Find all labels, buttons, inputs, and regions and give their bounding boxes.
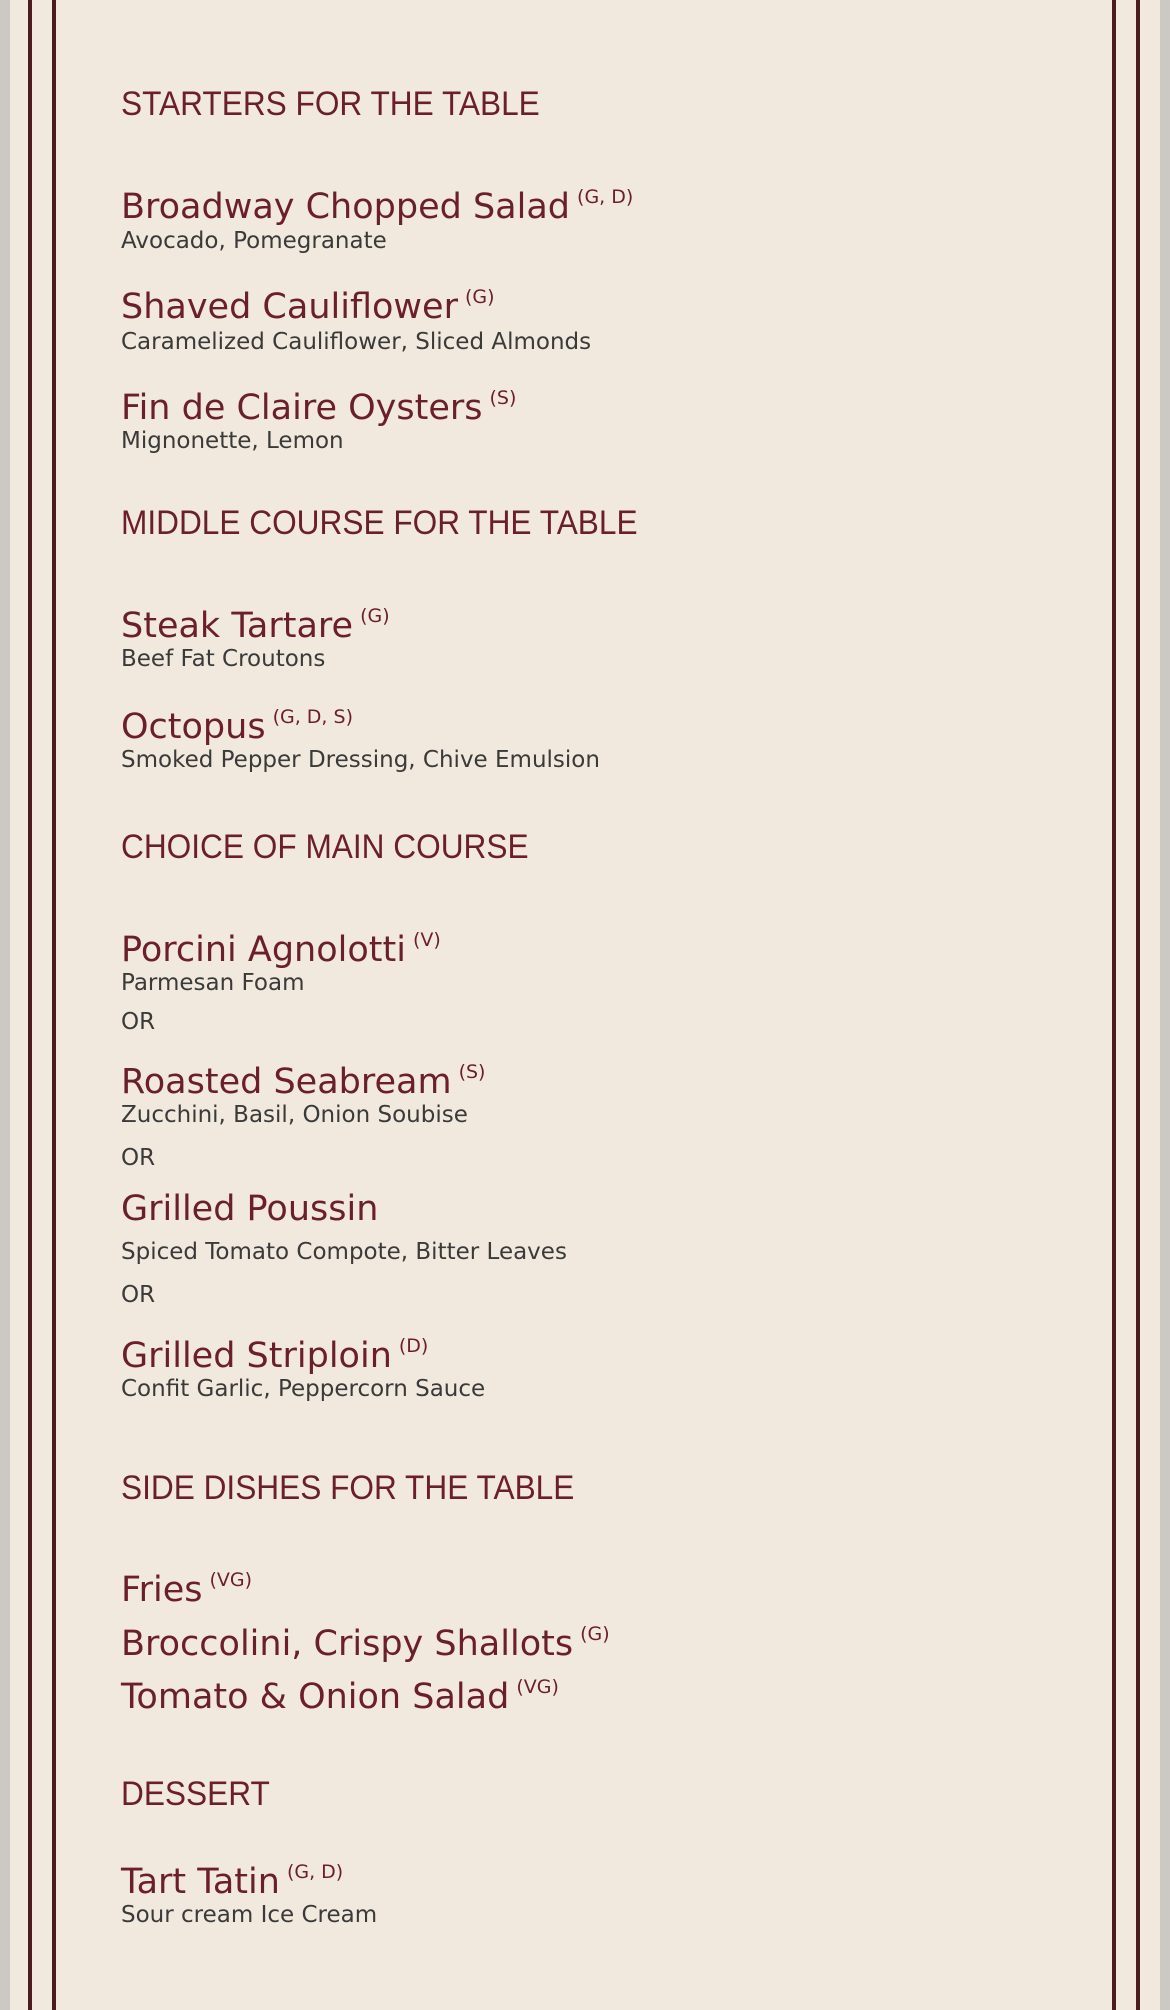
dish-description: Avocado, Pomegranate: [121, 228, 387, 254]
section-heading-middle: MIDDLE COURSE FOR THE TABLE: [121, 504, 638, 542]
or-separator: OR: [121, 1009, 156, 1035]
section-heading-dessert: DESSERT: [121, 1775, 270, 1813]
dietary-tags: (V): [412, 929, 441, 951]
dish-name: [121, 275, 495, 329]
dish-name: [121, 1324, 428, 1378]
dish-title: Roasted Seabream: [121, 1062, 452, 1102]
section-heading-starters: STARTERS FOR THE TABLE: [121, 85, 540, 123]
dish-description: Parmesan Foam: [121, 970, 305, 996]
dish-description: Zucchini, Basil, Onion Soubise: [121, 1102, 468, 1128]
dish-name: [121, 175, 633, 229]
dietary-tags: (G): [580, 1623, 610, 1645]
dish-description: Smoked Pepper Dressing, Chive Emulsion: [121, 747, 600, 773]
border-rule-left-inner: [52, 0, 56, 2010]
dietary-tags: (G, D, S): [272, 706, 353, 728]
dish-title: Broadway Chopped Salad: [121, 187, 571, 227]
dish-title: Tart Tatin: [121, 1862, 280, 1902]
dish-name: [121, 1187, 378, 1231]
border-rule-right-inner: [1112, 0, 1116, 2010]
dietary-tags: (VG): [209, 1569, 253, 1591]
dish-name: [121, 1050, 485, 1104]
border-rule-right-outer: [1136, 0, 1140, 2010]
dietary-tags: (S): [458, 1061, 486, 1083]
dish-title: Steak Tartare: [121, 606, 354, 646]
dish-description: Caramelized Cauliflower, Sliced Almonds: [121, 329, 592, 355]
dish-title: Grilled Striploin: [121, 1336, 392, 1376]
dish-description: Confit Garlic, Peppercorn Sauce: [121, 1376, 486, 1402]
dish-title: Porcini Agnolotti: [121, 930, 406, 970]
dish-title: Grilled Poussin: [121, 1189, 379, 1229]
dish-title: Fin de Claire Oysters: [121, 388, 483, 428]
dietary-tags: (S): [489, 387, 517, 409]
dietary-tags: (G, D): [577, 186, 634, 208]
dish-description: Sour cream Ice Cream: [121, 1902, 378, 1928]
dish-name: [121, 594, 390, 648]
dietary-tags: (G, D): [286, 1861, 344, 1883]
dish-name: [121, 1665, 559, 1719]
dish-name: [121, 1850, 343, 1904]
dish-title: Fries: [121, 1570, 203, 1610]
dish-title: Shaved Cauliflower: [121, 287, 458, 327]
or-separator: OR: [121, 1282, 156, 1308]
dish-name: [121, 1558, 252, 1612]
dish-name: [121, 695, 353, 749]
dish-description: Mignonette, Lemon: [121, 428, 344, 454]
or-separator: OR: [121, 1145, 156, 1171]
dish-description: Beef Fat Croutons: [121, 646, 326, 672]
dish-name: [121, 918, 441, 972]
dietary-tags: (VG): [516, 1676, 559, 1698]
section-heading-main: CHOICE OF MAIN COURSE: [121, 828, 529, 866]
border-rule-left-outer: [28, 0, 32, 2010]
dish-name: [121, 1612, 610, 1666]
dish-title: Octopus: [121, 707, 266, 747]
dietary-tags: (G): [360, 605, 390, 627]
dietary-tags: (D): [398, 1335, 429, 1357]
dish-title: Broccolini, Crispy Shallots: [121, 1624, 574, 1664]
dish-description: Spiced Tomato Compote, Bitter Leaves: [121, 1239, 567, 1265]
section-heading-sides: SIDE DISHES FOR THE TABLE: [121, 1469, 575, 1507]
dish-title: Tomato & Onion Salad: [121, 1677, 510, 1717]
dish-name: [121, 376, 516, 430]
dietary-tags: (G): [464, 286, 495, 308]
